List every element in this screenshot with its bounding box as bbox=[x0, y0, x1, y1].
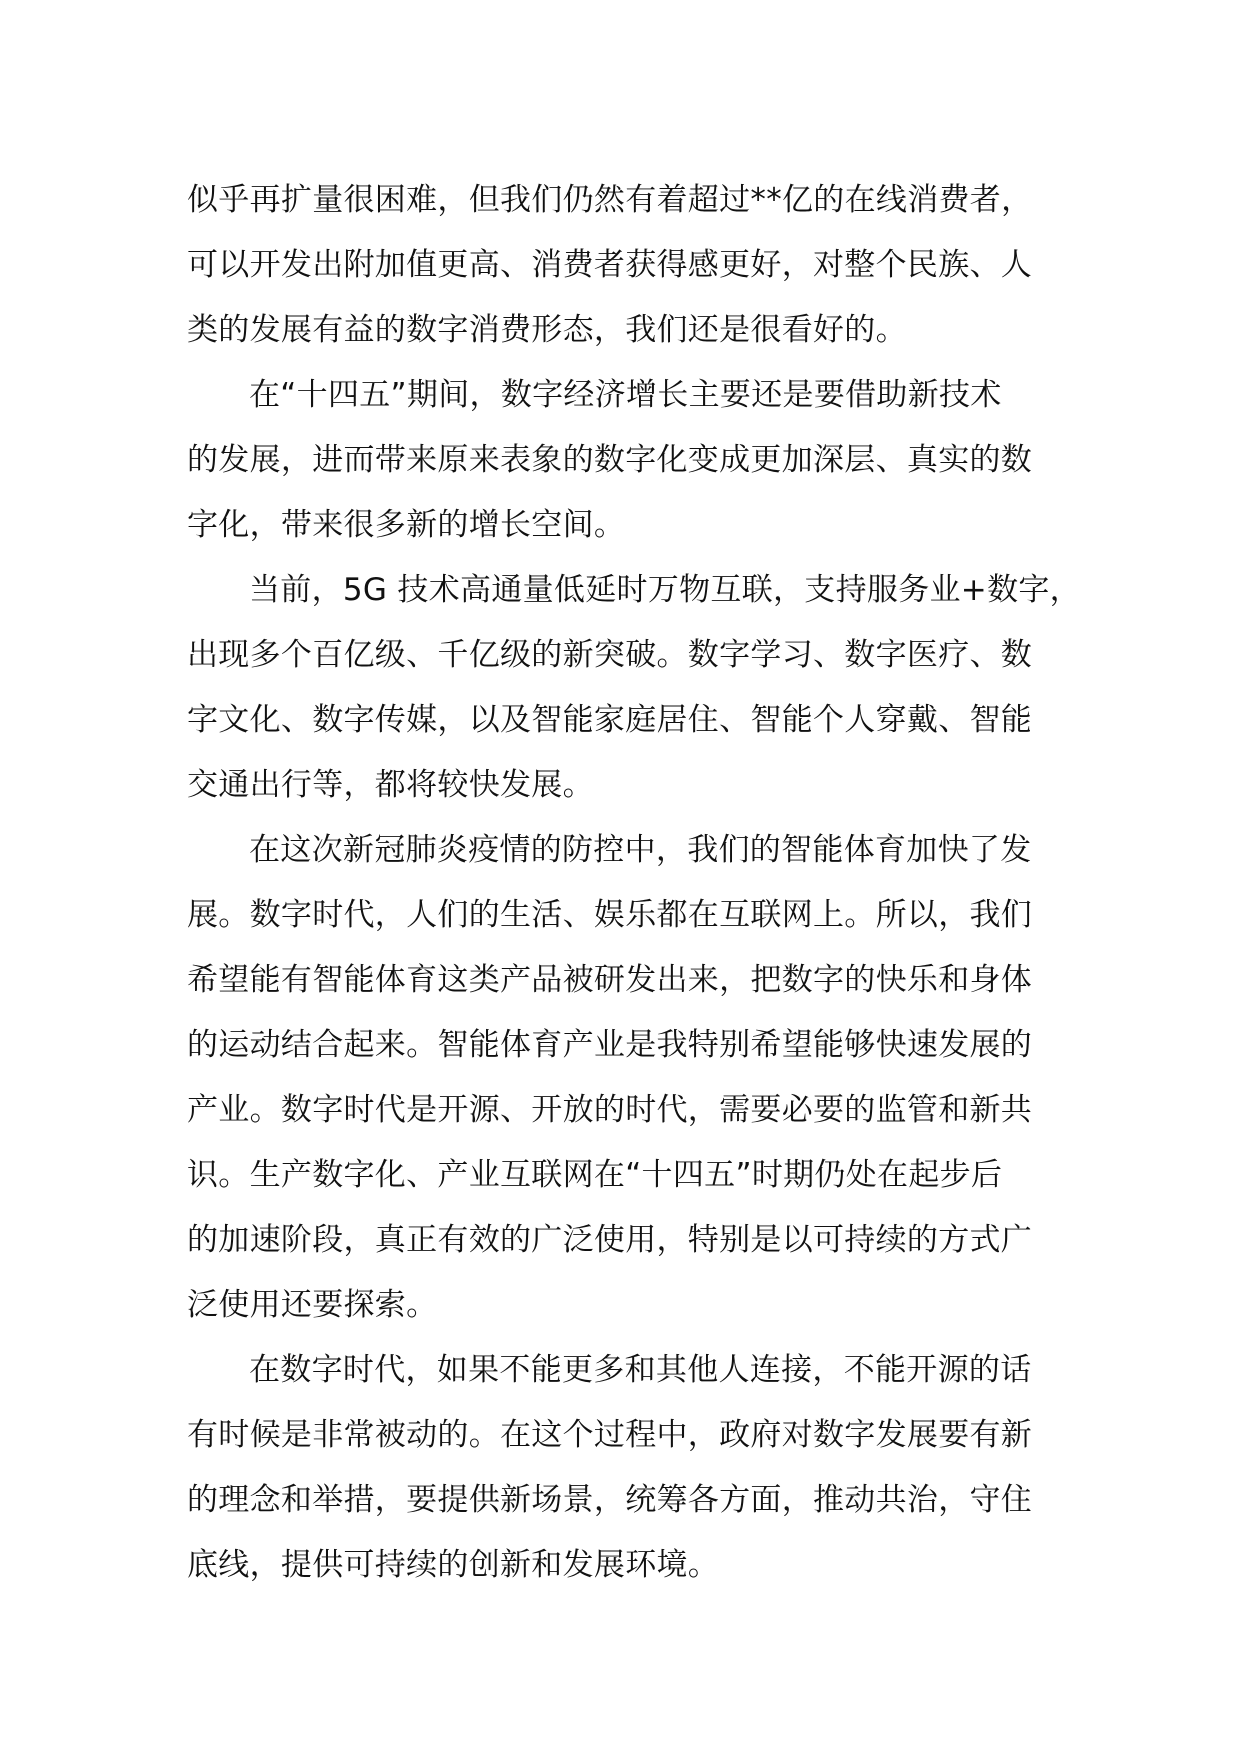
text-line: 的理念和举措，要提供新场景，统筹各方面，推动共治，守住 bbox=[187, 1482, 1033, 1518]
text-line: 类的发展有益的数字消费形态，我们还是很看好的。 bbox=[187, 312, 907, 348]
text-line: 在数字时代，如果不能更多和其他人连接，不能开源的话 bbox=[249, 1352, 1032, 1388]
text-line: 出现多个百亿级、千亿级的新突破。数字学习、数字医疗、数 bbox=[187, 637, 1033, 673]
text-line: 字文化、数字传媒，以及智能家庭居住、智能个人穿戴、智能 bbox=[187, 702, 1033, 738]
paragraph-1 bbox=[187, 168, 1067, 363]
paragraph-3 bbox=[187, 558, 1081, 818]
text-line: 的发展，进而带来原来表象的数字化变成更加深层、真实的数 bbox=[187, 442, 1033, 478]
text-line: 希望能有智能体育这类产品被研发出来，把数字的快乐和身体 bbox=[187, 962, 1033, 998]
text-line: 可以开发出附加值更高、消费者获得感更好，对整个民族、人 bbox=[187, 247, 1033, 283]
text-line: 识。生产数字化、产业互联网在“十四五”时期仍处在起步后 bbox=[187, 1157, 1003, 1193]
text-line: 交通出行等，都将较快发展。 bbox=[187, 767, 594, 803]
paragraph-5 bbox=[187, 1338, 1067, 1598]
text-line: 当前，5G 技术高通量低延时万物互联，支持服务业+数字， bbox=[249, 572, 1081, 608]
paragraph-2 bbox=[187, 363, 1067, 558]
document-body bbox=[187, 168, 1081, 1598]
text-line: 展。数字时代，人们的生活、娱乐都在互联网上。所以，我们 bbox=[187, 897, 1033, 933]
text-line: 产业。数字时代是开源、开放的时代，需要必要的监管和新共 bbox=[187, 1092, 1033, 1128]
text-line: 字化，带来很多新的增长空间。 bbox=[187, 507, 626, 543]
paragraph-4 bbox=[187, 818, 1067, 1338]
text-line: 在这次新冠肺炎疫情的防控中，我们的智能体育加快了发 bbox=[249, 832, 1032, 868]
text-line: 的加速阶段，真正有效的广泛使用，特别是以可持续的方式广 bbox=[187, 1222, 1033, 1258]
text-line: 的运动结合起来。智能体育产业是我特别希望能够快速发展的 bbox=[187, 1027, 1033, 1063]
text-line: 似乎再扩量很困难，但我们仍然有着超过**亿的在线消费者， bbox=[187, 182, 1033, 218]
text-line: 底线，提供可持续的创新和发展环境。 bbox=[187, 1547, 720, 1583]
text-line: 有时候是非常被动的。在这个过程中，政府对数字发展要有新 bbox=[187, 1417, 1033, 1453]
text-line: 在“十四五”期间，数字经济增长主要还是要借助新技术 bbox=[249, 377, 1002, 413]
text-line: 泛使用还要探索。 bbox=[187, 1287, 438, 1323]
